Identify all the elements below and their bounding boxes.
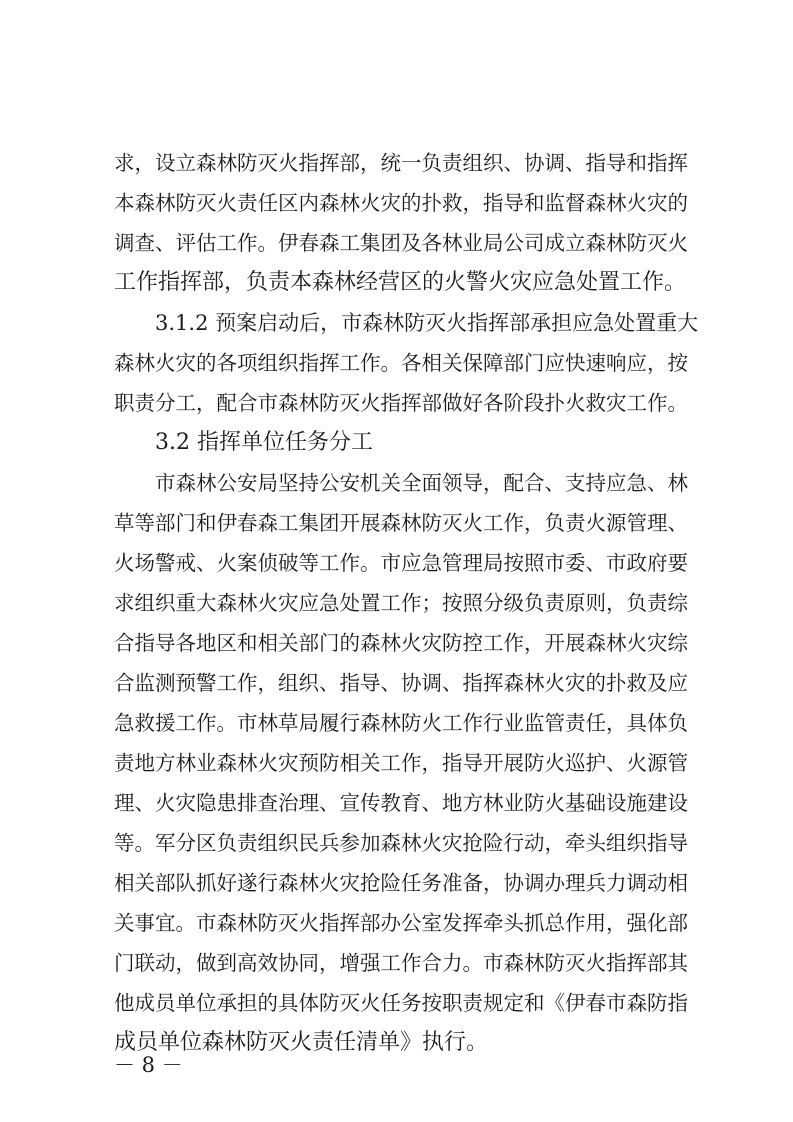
- body-line: 3.1.2 预案启动后，市森林防灭火指挥部承担应急处置重大: [155, 311, 699, 335]
- body-line: 相关部队抓好遂行森林火灾抢险任务准备，协调办理兵力调动相: [114, 871, 688, 895]
- body-line: 成员单位森林防灭火责任清单》执行。: [114, 1030, 489, 1055]
- body-line: 他成员单位承担的具体防灭火任务按职责规定和《伊春市森防指: [114, 991, 688, 1015]
- body-line: 本森林防灭火责任区内森林火灾的扑救，指导和监督森林火灾的: [114, 191, 688, 215]
- section-heading: 3.2 指挥单位任务分工: [155, 430, 373, 455]
- body-line: 急救援工作。市林草局履行森林防火工作行业监管责任，具体负: [114, 711, 688, 735]
- body-line: 草等部门和伊春森工集团开展森林防灭火工作，负责火源管理、: [114, 511, 688, 535]
- body-line: 求组织重大森林火灾应急处置工作；按照分级负责原则，负责综: [114, 591, 688, 615]
- page-number: － 8 －: [114, 1053, 183, 1077]
- body-line: 调查、评估工作。伊春森工集团及各林业局公司成立森林防灭火: [114, 231, 688, 255]
- body-line: 森林火灾的各项组织指挥工作。各相关保障部门应快速响应，按: [114, 351, 688, 375]
- body-line: 市森林公安局坚持公安机关全面领导，配合、支持应急、林: [155, 471, 688, 495]
- body-line: 火场警戒、火案侦破等工作。市应急管理局按照市委、市政府要: [114, 551, 688, 575]
- body-line: 等。军分区负责组织民兵参加森林火灾抢险行动，牵头组织指导: [114, 831, 688, 855]
- body-line: 关事宜。市森林防灭火指挥部办公室发挥牵头抓总作用，强化部: [114, 911, 688, 935]
- body-line: 门联动，做到高效协同，增强工作合力。市森林防灭火指挥部其: [114, 951, 688, 975]
- body-line: 责地方林业森林火灾预防相关工作，指导开展防火巡护、火源管: [114, 751, 688, 775]
- body-line: 求，设立森林防灭火指挥部，统一负责组织、协调、指导和指挥: [114, 151, 688, 175]
- body-line: 理、火灾隐患排查治理、宣传教育、地方林业防火基础设施建设: [114, 791, 688, 815]
- body-line: 职责分工，配合市森林防灭火指挥部做好各阶段扑火救灾工作。: [114, 391, 688, 415]
- body-line: 工作指挥部，负责本森林经营区的火警火灾应急处置工作。: [114, 270, 687, 295]
- body-line: 合指导各地区和相关部门的森林火灾防控工作，开展森林火灾综: [114, 631, 688, 655]
- body-line: 合监测预警工作，组织、指导、协调、指挥森林火灾的扑救及应: [114, 671, 688, 695]
